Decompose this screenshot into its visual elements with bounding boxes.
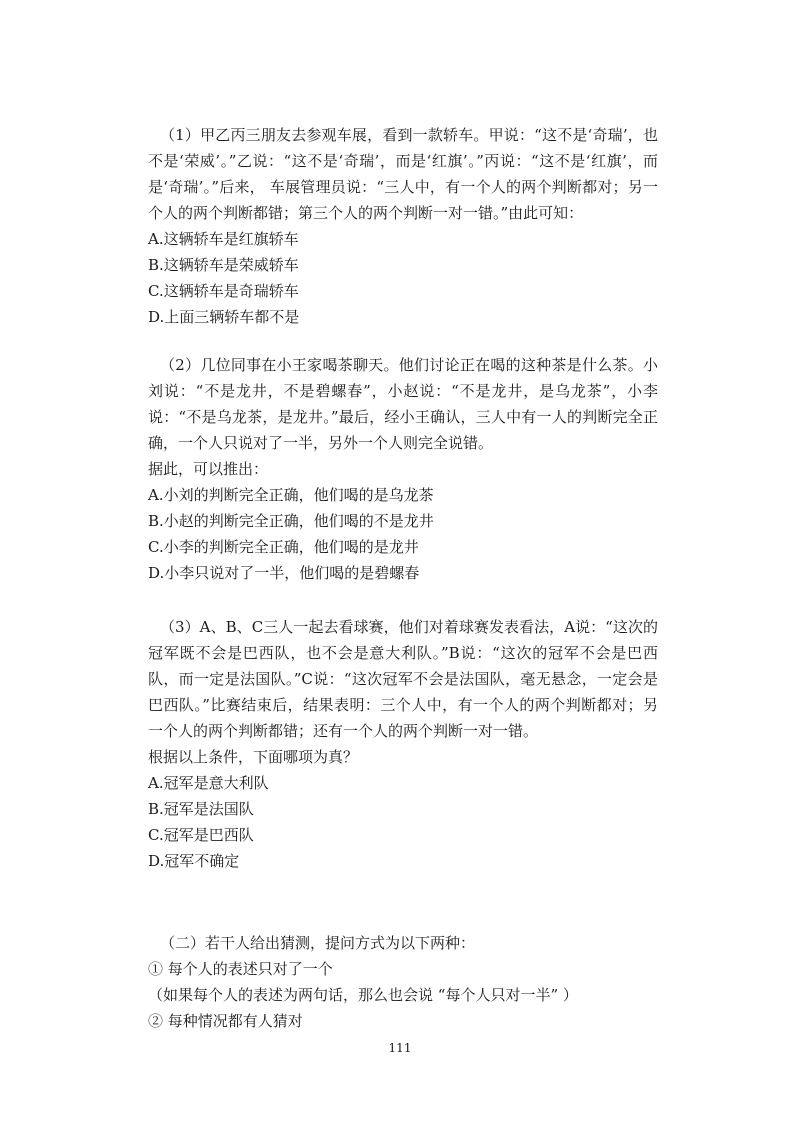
section-2-heading: （二）若干人给出猜测，提问方式为以下两种： [160,934,476,952]
section-2-item-1: ① 每个人的表述只对了一个 [148,960,333,978]
question-1-option-d: D.上面三辆轿车都不是 [148,308,300,326]
question-2 [148,352,658,586]
question-1-option-a: A.这辆轿车是红旗轿车 [148,230,299,248]
question-3-option-d: D.冠军不确定 [148,852,240,870]
question-3-option-a: A.冠军是意大利队 [148,774,269,792]
question-2-lead: 据此，可以推出： [148,460,269,478]
question-2-option-b: B.小赵的判断完全正确，他们喝的不是龙井 [148,512,434,530]
page-number: 111 [388,1041,412,1055]
question-1-option-c: C.这辆轿车是奇瑞轿车 [148,282,299,300]
question-2-option-c: C.小李的判断完全正确，他们喝的是龙井 [148,538,419,556]
question-3-lead: 根据以上条件，下面哪项为真？ [148,748,359,766]
question-1-stem: （1）甲乙丙三朋友去参观车展，看到一款轿车。甲说：“这不是‘奇瑞’，也不是‘荣威’。”乙说：“这不是‘奇瑞’，而是‘红旗’。”丙说：“这不是‘红旗’，而是‘奇瑞’。”后来， 车展管理员说：“三人中，有一个人的两个判断都对；另一个人的两个判断都错；第三个人的两个判断一对一错。”由此可知： [148,126,658,222]
question-3-option-b: B.冠军是法国队 [148,800,254,818]
question-2-stem: （2）几位同事在小王家喝茶聊天。他们讨论正在喝的这种茶是什么茶。小刘说：“不是龙井，不是碧螺春”，小赵说：“不是龙井，是乌龙茶”，小李说：“不是乌龙茶，是龙井。”最后，经小王确认，三人中有一人的判断完全正确，一个人只说对了一半，另外一个人则完全说错。 [148,356,658,452]
question-1-option-b: B.这辆轿车是荣威轿车 [148,256,299,274]
section-2-item-2: ② 每种情况都有人猜对 [148,1012,303,1030]
question-3 [148,614,658,874]
question-1 [148,122,658,330]
question-3-stem: （3）A、B、C三人一起去看球赛，他们对着球赛发表看法，A说：“这次的冠军既不会是巴西队，也不会是意大利队。”B说：“这次的冠军不会是巴西队，而一定是法国队。”C说：“这次冠军不会是法国队，毫无悬念，一定会是巴西队。”比赛结束后，结果表明：三个人中，有一个人的两个判断都对；另一个人的两个判断都错；还有一个人的两个判断一对一错。 [148,618,658,740]
question-2-option-a: A.小刘的判断完全正确，他们喝的是乌龙茶 [148,486,434,504]
section-2 [148,930,658,1034]
section-2-note: （如果每个人的表述为两句话，那么也会说 “每个人只对一半” ） [148,986,578,1004]
question-3-option-c: C.冠军是巴西队 [148,826,254,844]
question-2-option-d: D.小李只说对了一半，他们喝的是碧螺春 [148,564,420,582]
